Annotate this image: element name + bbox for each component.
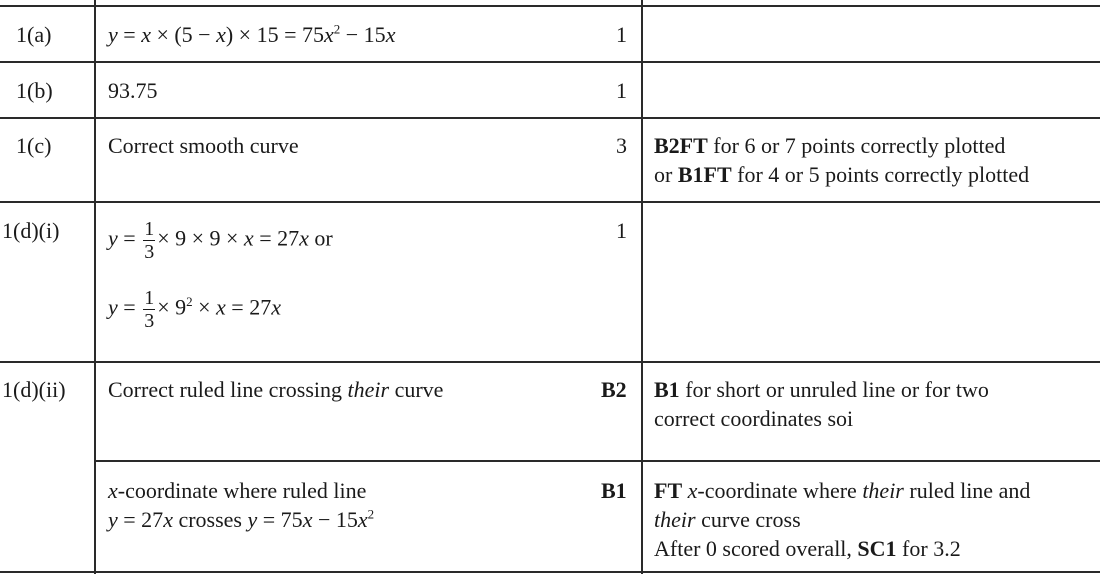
guidance-emphasis: their xyxy=(862,478,904,503)
answer-1di-line1 xyxy=(108,218,333,263)
answer-var: x xyxy=(385,22,396,47)
answer-text: = xyxy=(117,22,142,47)
answer-text: or xyxy=(308,225,333,251)
column-divider xyxy=(641,0,643,574)
marks-value: B1 xyxy=(601,478,627,503)
answer-var: x xyxy=(141,22,151,47)
guidance-line xyxy=(654,160,1029,189)
question-number: 1(a) xyxy=(16,22,52,47)
guidance-var: x xyxy=(682,478,698,503)
numerator: 1 xyxy=(144,218,155,240)
marks-value: B2 xyxy=(601,377,627,402)
answer-var: x xyxy=(324,22,334,47)
guidance-line xyxy=(654,375,989,404)
answer-text: × 9 xyxy=(157,294,187,320)
marks-value: 1 xyxy=(616,218,627,243)
row-divider xyxy=(0,5,1100,7)
guidance-mark-code: B1FT xyxy=(677,162,732,187)
answer-var: x xyxy=(302,507,313,532)
guidance-mark-code: SC1 xyxy=(857,536,897,561)
guidance-mark-code: FT xyxy=(654,478,683,503)
answer-text: = 75 xyxy=(257,507,303,532)
answer-line xyxy=(108,476,374,505)
answer-text: curve xyxy=(389,377,444,402)
answer-var: x xyxy=(243,225,254,251)
answer-var: y xyxy=(108,225,118,251)
guidance-line xyxy=(654,476,1030,505)
answer-text: Correct ruled line crossing xyxy=(108,377,348,402)
answer-1dii-a xyxy=(108,375,443,404)
answer-var: y xyxy=(108,507,118,532)
answer-text: − 15 xyxy=(312,507,358,532)
column-divider xyxy=(94,0,96,574)
marks-value: 1 xyxy=(616,78,627,103)
guidance-line xyxy=(654,131,1029,160)
answer-var: x xyxy=(216,294,226,320)
answer-text: ) × 15 = 75 xyxy=(225,22,324,47)
fraction xyxy=(143,218,155,263)
guidance-text: for 6 or 7 points correctly plotted xyxy=(707,133,1006,158)
guidance-mark-code: B1 xyxy=(654,377,680,402)
guidance-text: After 0 scored overall, xyxy=(654,536,858,561)
question-number: 1(d)(i) xyxy=(2,218,60,243)
denominator: 3 xyxy=(144,241,155,263)
answer-text: = xyxy=(117,294,142,320)
exponent: 2 xyxy=(367,506,375,522)
answer-text: -coordinate where ruled line xyxy=(117,478,367,503)
guidance-text: or xyxy=(654,162,678,187)
guidance-mark-code: B2FT xyxy=(654,133,708,158)
row-divider xyxy=(0,571,1100,573)
exponent: 2 xyxy=(333,21,341,37)
answer-text: × xyxy=(192,294,217,320)
answer-text: = 27 xyxy=(225,294,272,320)
answer-text: × 9 × 9 × xyxy=(157,225,244,251)
row-divider xyxy=(0,201,1100,203)
answer-emphasis: their xyxy=(347,377,390,402)
answer-text: crosses xyxy=(172,507,248,532)
answer-var: x xyxy=(216,22,226,47)
answer-var: y xyxy=(247,507,258,532)
fraction xyxy=(143,287,155,332)
guidance-text: curve cross xyxy=(695,507,801,532)
guidance-text: for 3.2 xyxy=(896,536,961,561)
marks-value: 3 xyxy=(616,133,627,158)
guidance-1c xyxy=(654,131,1029,189)
row-divider xyxy=(95,460,1100,462)
denominator: 3 xyxy=(144,310,155,332)
answer-1di-line2 xyxy=(108,287,281,332)
numerator: 1 xyxy=(144,287,155,309)
answer-var: x xyxy=(108,478,118,503)
answer-var: y xyxy=(108,22,118,47)
answer-var: x xyxy=(357,507,368,532)
guidance-text: -coordinate where xyxy=(697,478,863,503)
answer-text: × (5 − xyxy=(150,22,217,47)
guidance-line xyxy=(654,505,1030,534)
question-number: 1(c) xyxy=(16,133,52,158)
answer-text: = xyxy=(117,225,142,251)
answer-line xyxy=(108,505,374,534)
answer-1dii-b xyxy=(108,476,374,534)
answer-var: y xyxy=(108,294,118,320)
guidance-line: correct coordinates soi xyxy=(654,406,854,431)
guidance-emphasis: their xyxy=(654,507,696,532)
answer-var: x xyxy=(271,294,281,320)
answer-1b: 93.75 xyxy=(108,78,158,103)
answer-var: x xyxy=(299,225,309,251)
answer-1c: Correct smooth curve xyxy=(108,133,299,158)
exponent: 2 xyxy=(186,294,193,310)
guidance-text: ruled line and xyxy=(903,478,1031,503)
guidance-text: for 4 or 5 points correctly plotted xyxy=(731,162,1030,187)
guidance-1dii-a xyxy=(654,375,989,433)
answer-text: − 15 xyxy=(340,22,386,47)
answer-var: x xyxy=(163,507,173,532)
question-number: 1(b) xyxy=(16,78,53,103)
row-divider xyxy=(0,361,1100,363)
row-divider xyxy=(0,117,1100,119)
guidance-text: for short or unruled line or for two xyxy=(679,377,989,402)
marks-value: 1 xyxy=(616,22,627,47)
answer-1a xyxy=(108,20,395,49)
guidance-1dii-b xyxy=(654,476,1030,563)
answer-text: = 27 xyxy=(117,507,164,532)
row-divider xyxy=(0,61,1100,63)
question-number: 1(d)(ii) xyxy=(2,377,66,402)
guidance-line xyxy=(654,534,1030,563)
answer-text: = 27 xyxy=(253,225,300,251)
